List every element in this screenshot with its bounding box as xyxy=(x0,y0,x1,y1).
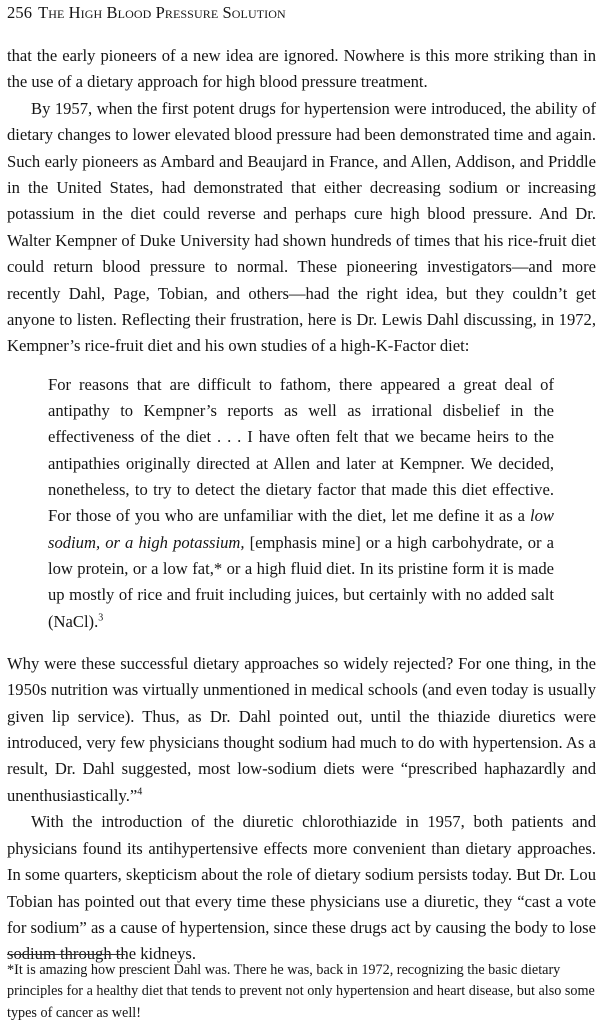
quote-text-part2: [emphasis mine] or a high carbohydrate, or a low protein, or a low fat,* or a high fluid diet. In its pristine form it is made up mostly of rice and fruit including juices, but certainly with no added salt (NaCl). xyxy=(48,532,554,631)
quote-text xyxy=(48,372,554,635)
paragraph-history: By 1957, when the first potent drugs for hypertension were introduced, the ability of dietary changes to lower elevated blood pressure had been demonstrated time and again. Such early pioneers as Ambard and Beaujard in France, and Allen, Addison, and Priddle in the United States, had demonstrated that either decreasing sodium or increasing potassium in the diet could reverse and perhaps cure high blood pressure. And Dr. Walter Kempner of Duke University had shown hundreds of times that his rice-fruit diet could return blood pressure to normal. These pioneering investigators—and more recently Dahl, Page, Tobian, and others—had the right idea, but they couldn’t get anyone to listen. Reflecting their frustration, here is Dr. Lewis Dahl discussing, in 1972, Kempner’s rice-fruit diet and his own studies of a high-K-Factor diet: xyxy=(7,98,596,356)
block-quote xyxy=(48,372,554,635)
running-header xyxy=(7,3,286,23)
footnote-divider xyxy=(7,954,125,955)
paragraph-rejection-text: Why were these successful dietary approaches so widely rejected? For one thing, in the 1950s nutrition was virtually unmentioned in medical schools (and even today is usually given lip service). Thus, as Dr. Dahl pointed out, until the thiazide diuretics were introduced, very few physicians thought sodium had much to do with hypertension. As a result, Dr. Dahl suggested, most low-sodium diets were “prescribed haphazardly and unenthusiastically.” xyxy=(7,653,596,805)
quote-text-part1: For reasons that are difficult to fathom, there appeared a great deal of antipathy to Kempner’s reports as well as irrational disbelief in the effectiveness of the diet . . . I have often felt that we became heirs to the antipathies originally directed at Allen and later at Kempner. We decided, nonetheless, to try to detect the dietary factor that made this diet effective. For those of you who are unfamiliar with the diet, let me define it as a xyxy=(48,374,554,526)
body-text xyxy=(7,43,596,968)
quote-emphasis: low sodium, or a high potassium, xyxy=(48,506,554,552)
paragraph-continuation: that the early pioneers of a new idea are ignored. Nowhere is this more striking than in the use of a dietary approach for high blood pressure treatment. xyxy=(7,46,596,92)
paragraph-rejection xyxy=(7,651,596,809)
footnote-text: *It is amazing how prescient Dahl was. There he was, back in 1972, recognizing the basic dietary principles for a healthy diet that tends to prevent not only hypertension and heart disease, but also some types of cancer as well! xyxy=(7,962,595,1021)
footnote xyxy=(7,960,596,1024)
running-title: The High Blood Pressure Solution xyxy=(38,3,286,22)
endnote-ref-4: 4 xyxy=(137,786,143,798)
paragraph-diuretics: With the introduction of the diuretic chlorothiazide in 1957, both patients and physicians found its antihypertensive effects more convenient than dietary approaches. In some quarters, skepticism about the role of dietary sodium persists today. But Dr. Lou Tobian has pointed out that every time these physicians use a diuretic, they “cast a vote for sodium” as a cause of hypertension, since these drugs act by causing the body to lose sodium through the kidneys. xyxy=(7,812,596,964)
endnote-ref-3: 3 xyxy=(98,612,104,624)
page-number: 256 xyxy=(7,3,33,22)
